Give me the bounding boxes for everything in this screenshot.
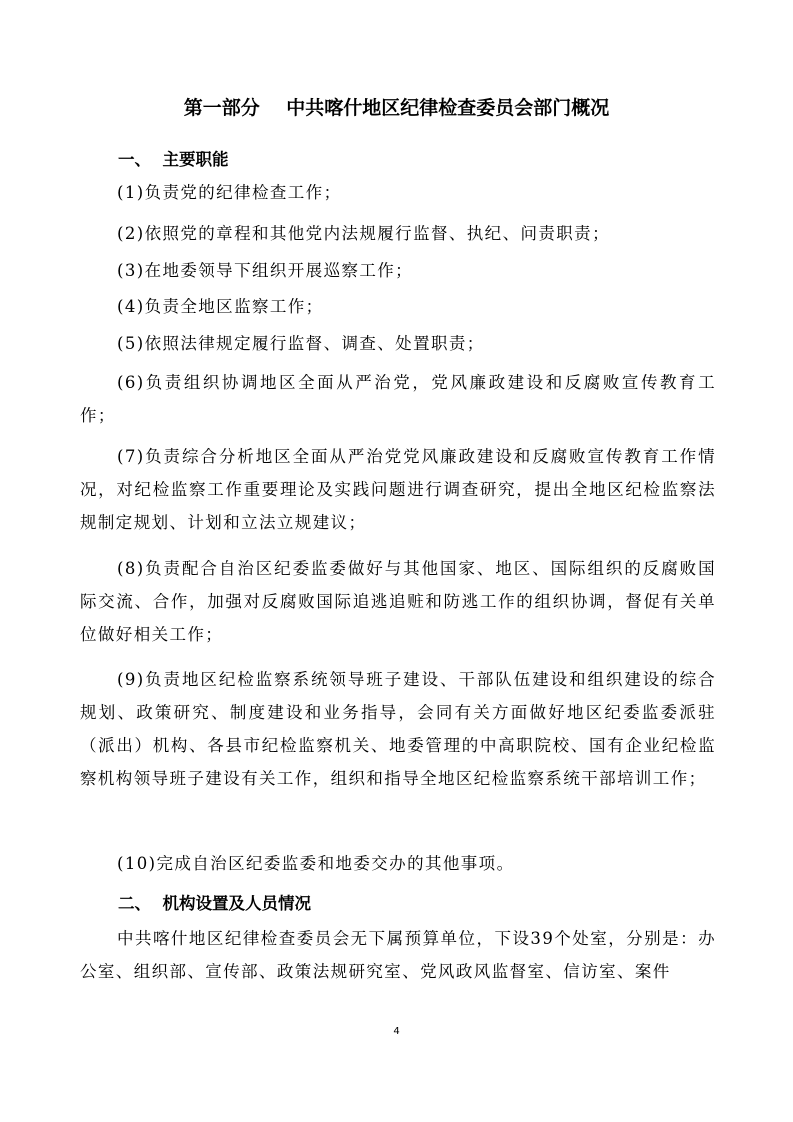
function-item-7: (7)负责综合分析地区全面从严治党党风廉政建设和反腐败宣传教育工作情况，对纪检监察工作重要理论及实践问题进行调查研究，提出全地区纪检监察法规制定规划、计划和立法立规建议； — [80, 447, 716, 532]
page-title: 第一部分 中共喀什地区纪律检查委员会部门概况 — [183, 97, 610, 119]
section-heading-main-functions: 一、 主要职能 — [118, 150, 229, 169]
page-number: 4 — [393, 1026, 400, 1037]
section-heading-organization: 二、 机构设置及人员情况 — [118, 894, 311, 913]
function-item-2: (2)依照党的章程和其他党内法规履行监督、执纪、问责职责； — [117, 224, 610, 243]
function-item-4: (4)负责全地区监察工作； — [117, 297, 324, 316]
function-item-6: (6)负责组织协调地区全面从严治党，党风廉政建设和反腐败宣传教育工作； — [80, 373, 716, 425]
function-item-8: (8)负责配合自治区纪委监委做好与其他国家、地区、国际组织的反腐败国际交流、合作，加强对反腐败国际追逃追赃和防逃工作的组织协调，督促有关单位做好相关工作； — [80, 559, 716, 644]
function-item-1: (1)负责党的纪律检查工作； — [117, 183, 342, 202]
function-item-3: (3)在地委领导下组织开展巡察工作； — [117, 261, 414, 280]
function-item-10: (10)完成自治区纪委监委和地委交办的其他事项。 — [117, 854, 515, 873]
function-item-9: (9)负责地区纪检监察系统领导班子建设、干部队伍建设和组织建设的综合规划、政策研究、制度建设和业务指导，会同有关方面做好地区纪委监委派驻（派出）机构、各县市纪检监察机关、地委管理的中高职院校、国有企业纪检监察机构领导班子建设有关工作，组织和指导全地区纪检监察系统干部培训工作； — [80, 670, 716, 788]
function-item-5: (5)依照法律规定履行监督、调查、处置职责； — [117, 334, 485, 353]
organization-paragraph: 中共喀什地区纪律检查委员会无下属预算单位，下设39个处室，分别是：办公室、组织部、宣传部、政策法规研究室、党风政风监督室、信访室、案件 — [80, 929, 716, 981]
